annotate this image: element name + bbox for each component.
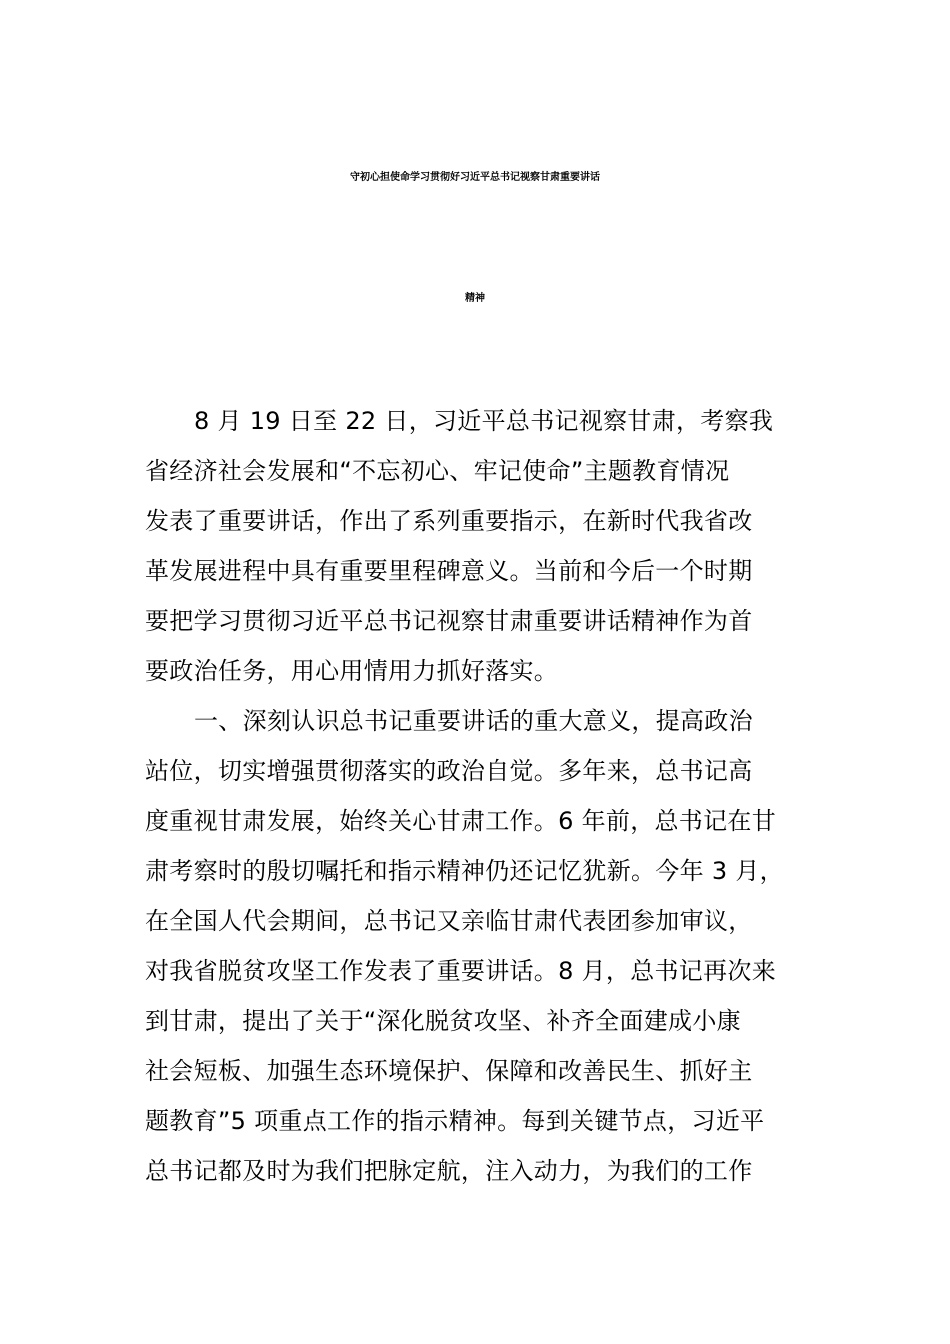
paragraph-2-line: 对我省脱贫攻坚工作发表了重要讲话。8 月，总书记再次来 (145, 957, 776, 985)
paragraph-2-line: 总书记都及时为我们把脉定航，注入动力，为我们的工作 (145, 1157, 753, 1185)
paragraph-2-line: 题教育”5 项重点工作的指示精神。每到关键节点，习近平 (145, 1107, 765, 1135)
document-title-line-2: 精神 (465, 293, 485, 304)
paragraph-2-line: 到甘肃，提出了关于“深化脱贫攻坚、补齐全面建成小康 (145, 1007, 741, 1035)
document-title-line-1: 守初心担使命学习贯彻好习近平总书记视察甘肃重要讲话 (350, 172, 600, 183)
paragraph-1-line: 要政治任务，用心用情用力抓好落实。 (145, 657, 559, 685)
paragraph-1-line: 发表了重要讲话，作出了系列重要指示，在新时代我省改 (145, 507, 753, 535)
paragraph-2-line: 一、深刻认识总书记重要讲话的重大意义，提高政治 (194, 707, 753, 735)
paragraph-1-line: 8 月 19 日至 22 日，习近平总书记视察甘肃，考察我 (194, 407, 774, 435)
paragraph-2-line: 社会短板、加强生态环境保护、保障和改善民生、抓好主 (145, 1057, 753, 1085)
paragraph-1-line: 要把学习贯彻习近平总书记视察甘肃重要讲话精神作为首 (145, 607, 753, 635)
paragraph-2-line: 站位，切实增强贯彻落实的政治自觉。多年来，总书记高 (145, 757, 753, 785)
paragraph-2-line: 在全国人代会期间，总书记又亲临甘肃代表团参加审议， (145, 907, 753, 935)
paragraph-2-line: 度重视甘肃发展，始终关心甘肃工作。6 年前，总书记在甘 (145, 807, 776, 835)
paragraph-2-line: 肃考察时的殷切嘱托和指示精神仍还记忆犹新。今年 3 月， (145, 857, 784, 885)
paragraph-1-line: 省经济社会发展和“不忘初心、牢记使命”主题教育情况 (145, 457, 730, 485)
paragraph-1-line: 革发展进程中具有重要里程碑意义。当前和今后一个时期 (145, 557, 753, 585)
